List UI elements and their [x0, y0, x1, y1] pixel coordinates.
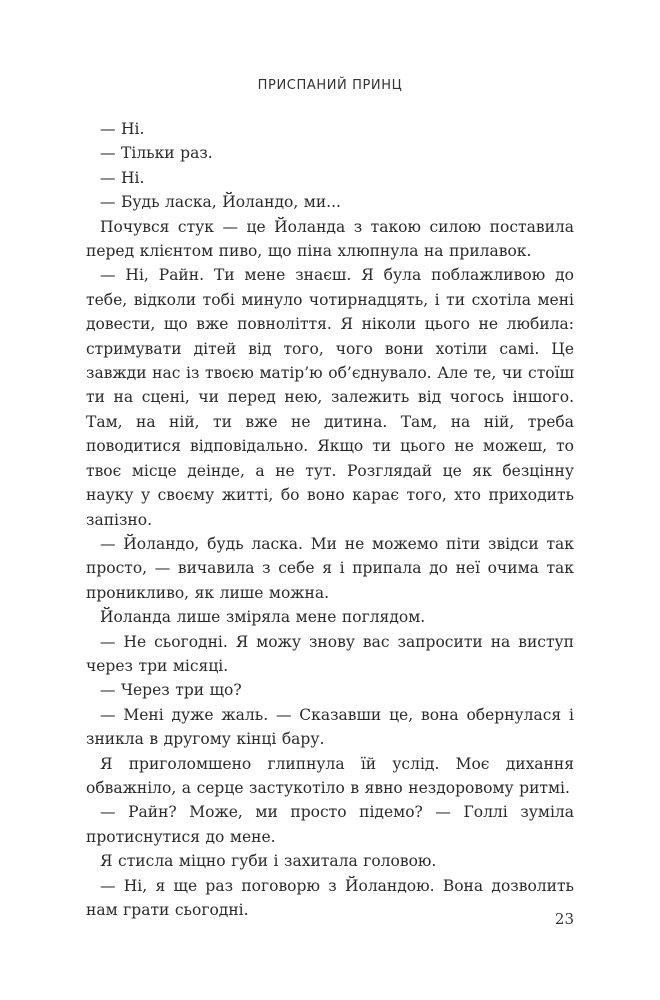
paragraph: Я приголомшено глипнула їй услід. Моє дихання обважніло, а серце застукотіло в явно нездоровому ритмі. [86, 754, 574, 797]
paragraph: — Ні, я ще раз поговорю з Йоландою. Вона дозволить нам грати сьогодні. [86, 876, 574, 919]
paragraph: — Йоландо, будь ласка. Ми не можемо піти звідси так просто, — вичавила з себе я і припала до неї очима так проникливо, як лише можна. [86, 534, 574, 602]
paragraph: — Ні, Райн. Ти мене знаєш. Я була поблажливою до тебе, відколи тобі минуло чотирнадцять, і ти схотіла мені довести, що вже повноліття. Я ніколи цього не любила: стримувати дітей від того, чого вони хотіли самі. Це завжди нас із твоєю матір’ю об’єднувало. Але те, чи стоїш ти на сцені, чи перед нею, залежить від чогось іншого. Там, на ній, ти вже не дитина. Там, на ній, треба поводитися відповідально. Якщо ти цього не можеш, то твоє місце деінде, а не тут. Розглядай це як безцінну науку у своєму житті, бо воно карає того, хто приходить запізно. [86, 266, 574, 529]
paragraph: — Тільки раз. [100, 144, 213, 163]
running-header: ПРИСПАНИЙ ПРИНЦ [257, 78, 403, 93]
paragraph: — Мені дуже жаль. — Сказавши це, вона обернулася і зникла в другому кінці бару. [86, 705, 574, 749]
paragraph: Почувся стук — це Йоланда з такою силою поставила перед клієнтом пиво, що піна хлюпнула на прилавок. [86, 217, 574, 261]
paragraph: — Будь ласка, Йоландо, ми... [100, 193, 341, 212]
paragraph: — Райн? Може, ми просто підемо? — Голлі зуміла протиснутися до мене. [86, 803, 574, 846]
paragraph: — Ні. [100, 120, 145, 138]
body-text [86, 117, 574, 922]
page-number: 23 [554, 910, 574, 928]
paragraph: Йоланда лише зміряла мене поглядом. [100, 608, 426, 627]
paragraph: — Через три що? [100, 681, 242, 700]
paragraph: Я стисла міцно губи і захитала головою. [100, 852, 437, 871]
paragraph: — Ні. [100, 168, 145, 187]
paragraph: — Не сьогодні. Я можу знову вас запросити на виступ через три місяці. [86, 632, 574, 675]
